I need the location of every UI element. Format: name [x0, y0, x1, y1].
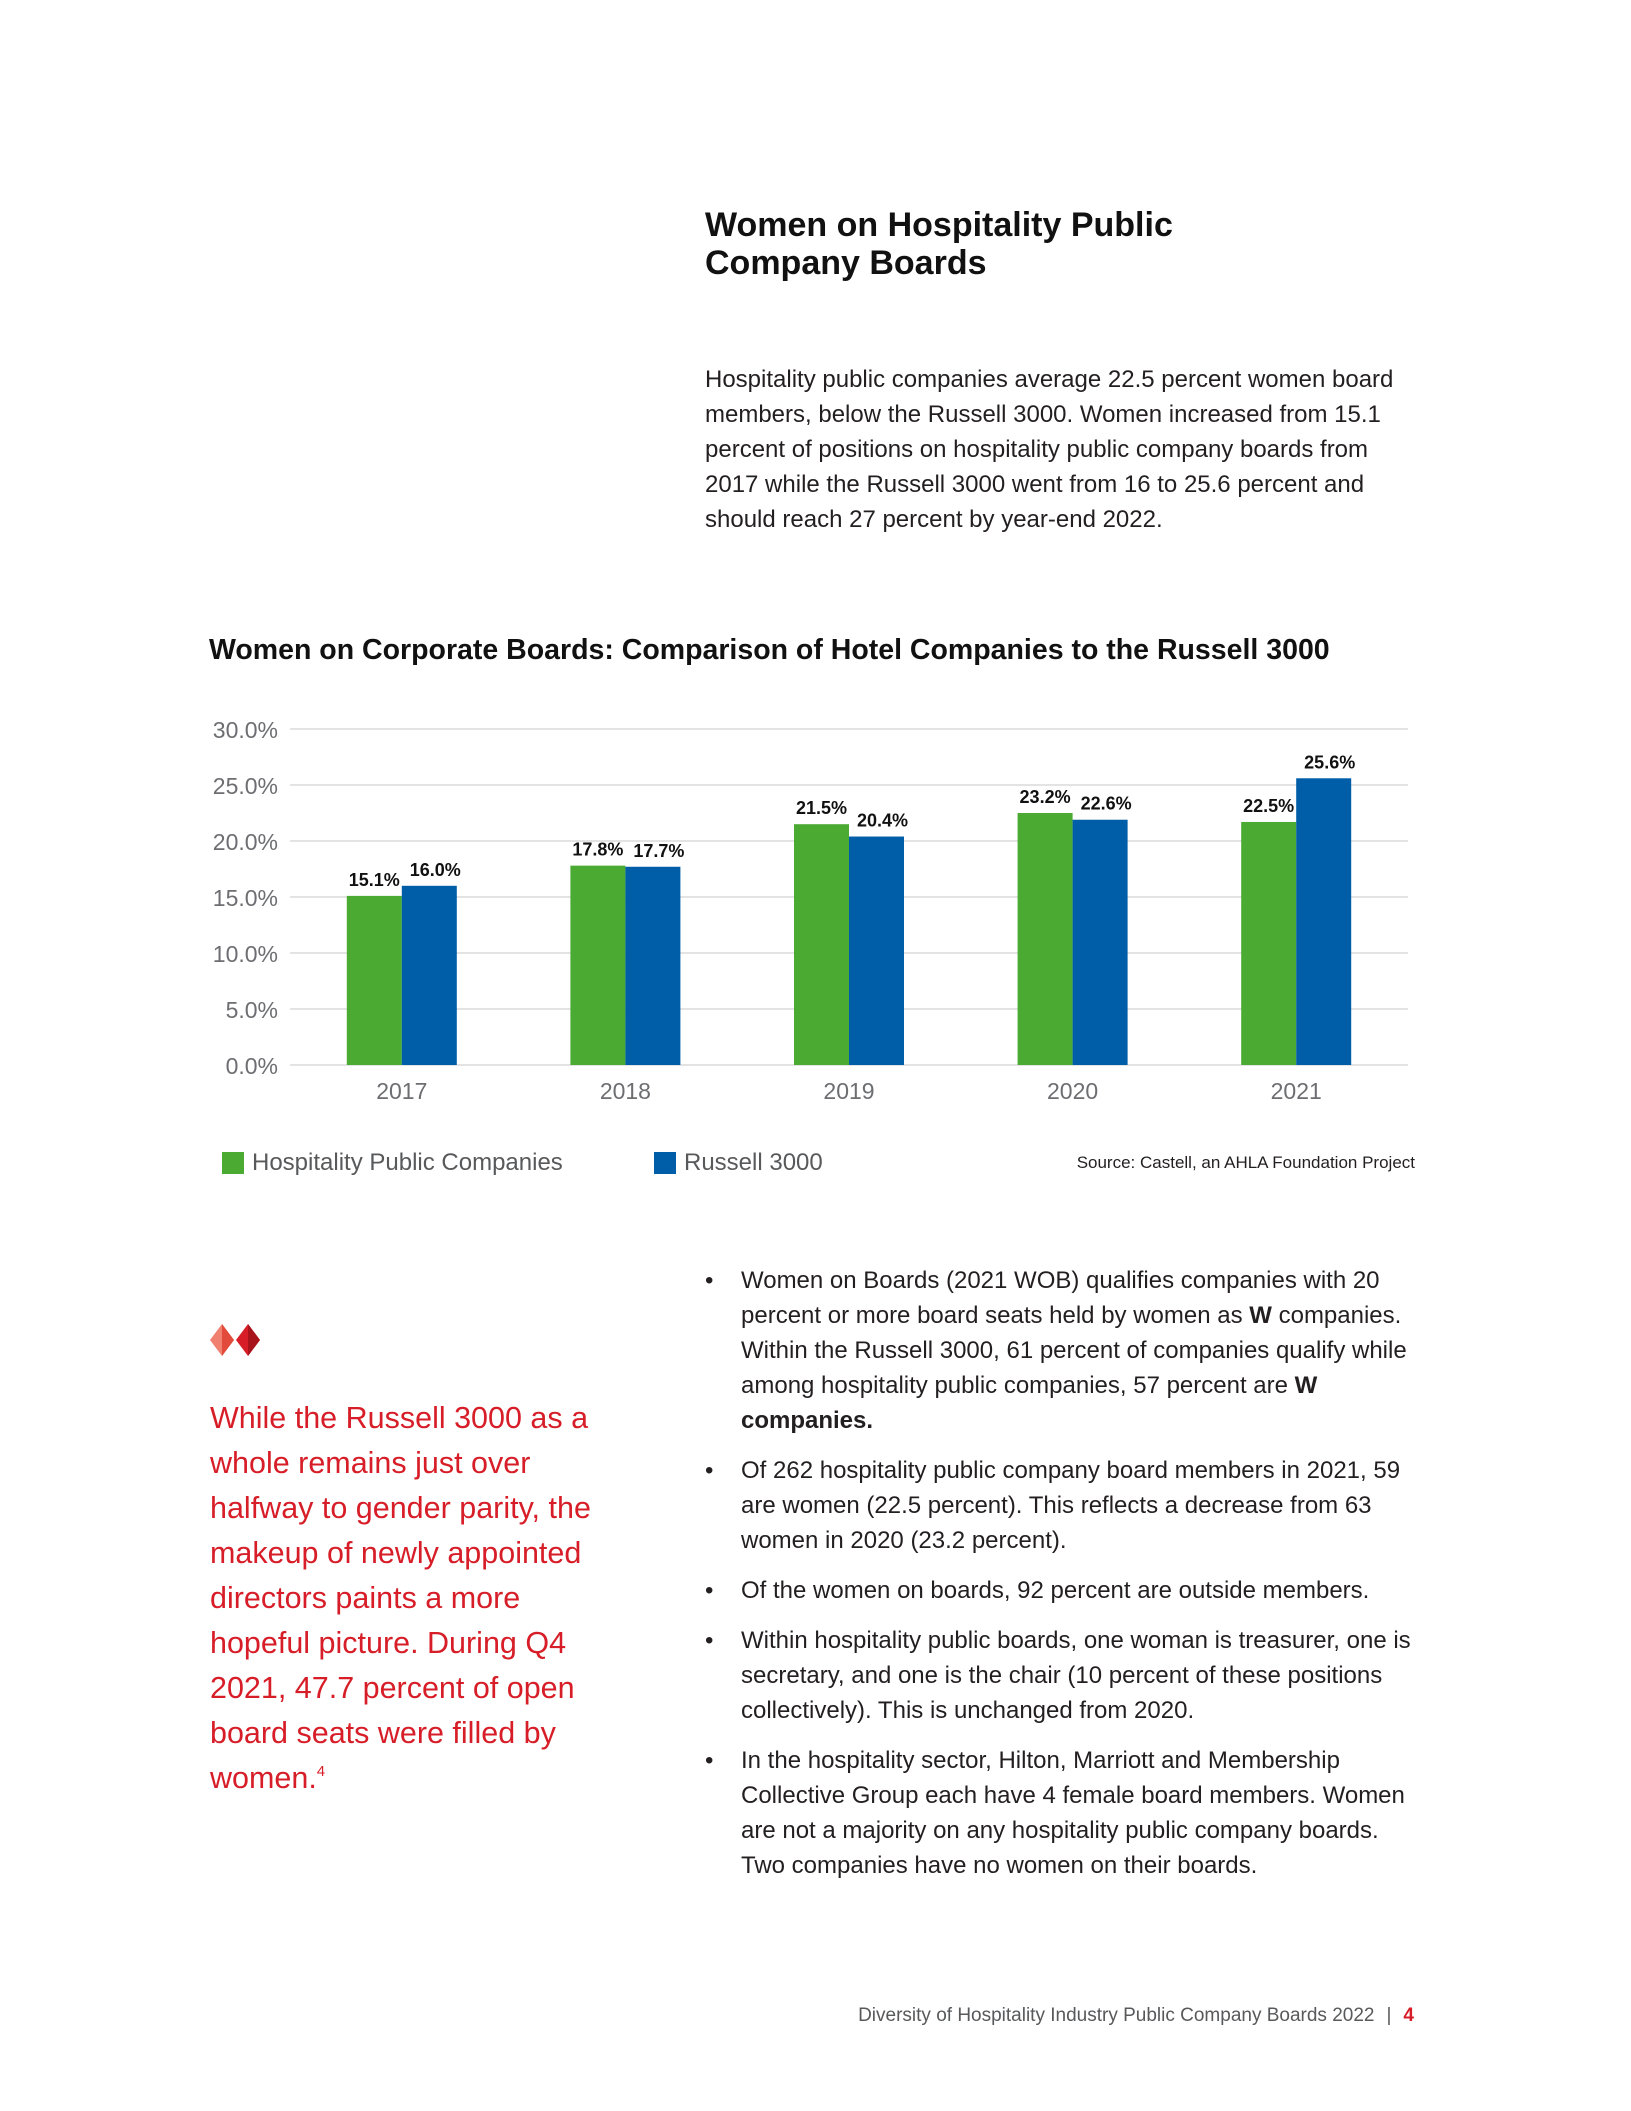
data-label: 22.5% [1243, 795, 1295, 816]
section-title-line-2: Company Boards [705, 244, 987, 282]
bullet-1-text-b: companies. Within the Russell 3000, 61 percent of companies qualify while among hospitality public companies, 57 percent are [741, 1302, 1407, 1399]
footer-separator: | [1386, 2005, 1392, 2026]
chart-title: Women on Corporate Boards: Comparison of Hotel Companies to the Russell 3000 [209, 634, 1330, 666]
diamonds-icon [210, 1324, 270, 1356]
y-tick-label: 20.0% [212, 829, 278, 855]
legend-item-russell [654, 1148, 823, 1178]
data-label: 23.2% [1019, 787, 1071, 807]
bar-hospitality [1241, 822, 1296, 1065]
intro-paragraph: Hospitality public companies average 22.5 percent women board members, below the Russell 3000. Women increased from 15.1 percent of positions on hospitality public company boards from 2017 while the Russell 3000 went from 16 to 25.6 percent and should reach 27 percent by year-end 2022. [705, 366, 1394, 533]
data-label: 15.1% [348, 869, 400, 890]
data-label: 16.0% [409, 859, 461, 880]
legend-swatch-russell [654, 1152, 676, 1174]
data-label: 20.4% [856, 810, 909, 831]
bullet-item-5: • In the hospitality sector, Hilton, Marriott and Membership Collective Group each have 4 female board members. Women are not a majority on any hospitality public company boards. Two companies have no women on their boards. [705, 1743, 1425, 1883]
y-tick-label: 15.0% [212, 885, 278, 911]
pull-quote [210, 1396, 610, 1806]
y-tick-label: 5.0% [225, 997, 278, 1023]
bar-hospitality [1018, 813, 1073, 1065]
bullet-item-1 [705, 1263, 1425, 1438]
legend-swatch-hospitality [222, 1152, 244, 1174]
legend-label-hospitality: Hospitality Public Companies [252, 1149, 563, 1176]
bar-russell [1073, 820, 1128, 1065]
y-tick-label: 10.0% [212, 941, 278, 967]
data-label: 25.6% [1304, 752, 1356, 773]
bullet-item-4: • Within hospitality public boards, one woman is treasurer, one is secretary, and one is the chair (10 percent of these positions collectively). This is unchanged from 2020. [705, 1623, 1425, 1728]
x-tick-label: 2018 [599, 1078, 651, 1104]
pull-quote-text: While the Russell 3000 as a whole remains just over halfway to gender parity, the makeup of newly appointed directors paints a more hopeful picture. During Q4 2021, 47.7 percent of open board seats were filled by women. [210, 1401, 591, 1795]
page-number: 4 [1403, 2005, 1414, 2026]
page-footer [858, 2005, 1414, 2027]
chart-source: Source: Castell, an AHLA Foundation Project [1076, 1153, 1415, 1172]
legend-label-russell: Russell 3000 [684, 1149, 823, 1176]
bullet-1-text-a: Women on Boards (2021 WOB) qualifies companies with 20 percent or more board seats held by women as [741, 1267, 1380, 1329]
legend-item-hospitality [222, 1148, 563, 1178]
data-label: 17.7% [633, 840, 685, 861]
section-title-line-1: Women on Hospitality Public [705, 206, 1173, 244]
data-label: 22.6% [1080, 793, 1132, 814]
bar-russell [625, 867, 680, 1065]
bar-hospitality [794, 824, 849, 1065]
bar-hospitality [347, 896, 402, 1065]
y-tick-label: 0.0% [225, 1053, 278, 1079]
data-label: 21.5% [795, 798, 847, 819]
bullet-1-w-companies: W companies. [741, 1372, 1318, 1434]
bar-russell [849, 837, 904, 1065]
bar-russell [402, 886, 457, 1065]
bullet-item-3: • Of the women on boards, 92 percent are outside members. [705, 1573, 1425, 1608]
y-tick-label: 30.0% [212, 717, 278, 743]
bar-russell [1296, 778, 1351, 1065]
x-tick-label: 2017 [376, 1078, 428, 1104]
bar-hospitality [570, 866, 625, 1065]
x-tick-label: 2021 [1270, 1078, 1322, 1104]
bullet-1-w: W [1249, 1302, 1272, 1329]
bullet-item-2: • Of 262 hospitality public company board members in 2021, 59 are women (22.5 percent). This reflects a decrease from 63 women in 2020 (23.2 percent). [705, 1453, 1425, 1558]
x-tick-label: 2020 [1047, 1078, 1099, 1104]
y-tick-label: 25.0% [212, 773, 278, 799]
data-label: 17.8% [572, 839, 624, 860]
pull-quote-footnote: 4 [316, 1763, 326, 1780]
footer-title: Diversity of Hospitality Industry Public Company Boards 2022 [858, 2005, 1375, 2026]
x-tick-label: 2019 [823, 1078, 875, 1104]
bullet-list [705, 1263, 1425, 1898]
